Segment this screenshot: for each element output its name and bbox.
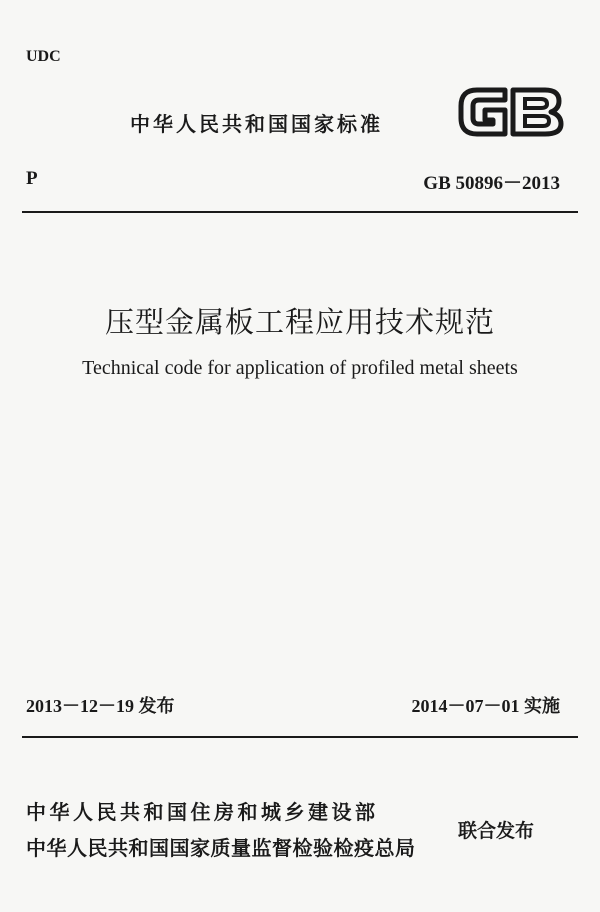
category-code: P (26, 168, 38, 189)
bottom-divider (22, 736, 578, 738)
issuer-ministry-housing: 中华人民共和国住房和城乡建设部 (26, 800, 379, 824)
top-divider (22, 211, 578, 213)
issuer-quality-inspection: 中华人民共和国国家质量监督检验检疫总局 (26, 836, 416, 860)
issue-date: 2013－12－19 发布 (26, 696, 175, 716)
standard-number: GB 50896－2013 (423, 173, 560, 194)
udc-label: UDC (26, 48, 61, 65)
gb-logo (455, 80, 565, 144)
title-chinese: 压型金属板工程应用技术规范 (104, 307, 495, 339)
effective-date: 2014－07－01 实施 (411, 696, 560, 716)
national-standard-heading: 中华人民共和国国家标准 (130, 112, 383, 136)
joint-release-label: 联合发布 (458, 820, 535, 842)
title-english: Technical code for application of profiled metal sheets (82, 357, 518, 379)
